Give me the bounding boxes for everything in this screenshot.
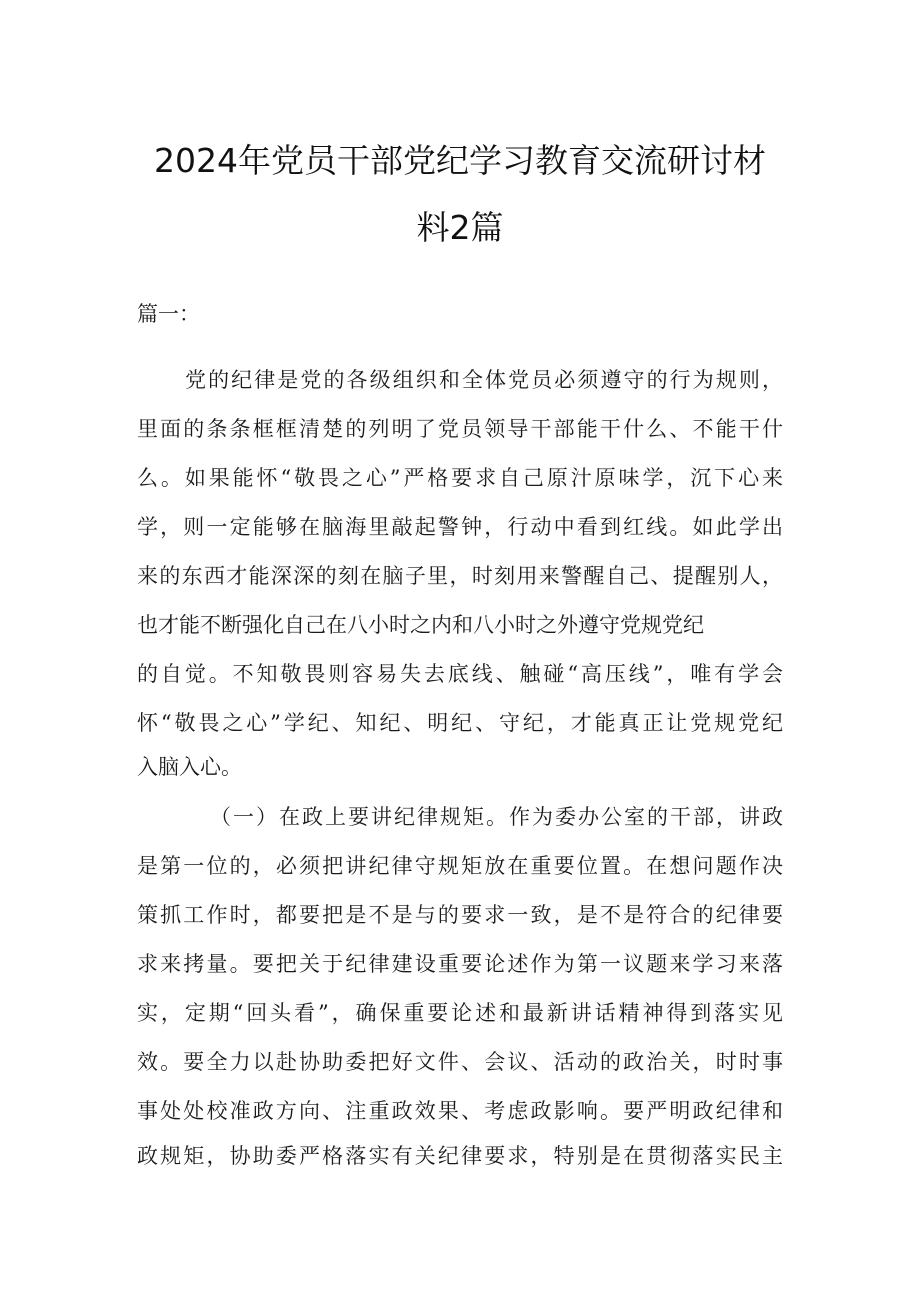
section-label: 篇一： bbox=[137, 302, 200, 326]
paragraph-line: 也才能不断强化自己在八小时之内和八小时之外遵守党规党纪 bbox=[137, 613, 704, 637]
paragraph-line: 来的东西才能深深的刻在脑子里，时刻用来警醒自己、提醒别人， bbox=[137, 564, 783, 588]
paragraph-line: 政规矩，协助委严格落实有关纪律要求，特别是在贯彻落实民主 bbox=[137, 1144, 783, 1168]
paragraph-line: 实，定期“回头看”，确保重要论述和最新讲话精神得到落实见 bbox=[137, 1001, 783, 1025]
paragraph-line: 的自觉。不知敬畏则容易失去底线、触碰“高压线”，唯有学会 bbox=[137, 662, 783, 686]
paragraph-line: 怀“敬畏之心”学纪、知纪、明纪、守纪，才能真正让党规党纪 bbox=[137, 711, 783, 735]
paragraph-line: 党的纪律是党的各级组织和全体党员必须遵守的行为规则， bbox=[185, 368, 783, 392]
paragraph-line: 学，则一定能够在脑海里敲起警钟，行动中看到红线。如此学出 bbox=[137, 515, 783, 539]
paragraph-line: 么。如果能怀“敬畏之心”严格要求自己原汁原味学，沉下心来 bbox=[137, 466, 783, 490]
paragraph-line: 策抓工作时，都要把是不是与的要求一致，是不是符合的纪律要 bbox=[137, 903, 783, 927]
paragraph-line: 是第一位的，必须把讲纪律守规矩放在重要位置。在想问题作决 bbox=[137, 854, 783, 878]
document-title-line-1: 2024年党员干部党纪学习教育交流研讨材 bbox=[154, 141, 766, 180]
paragraph-line: 求来拷量。要把关于纪律建设重要论述作为第一议题来学习来落 bbox=[137, 952, 783, 976]
paragraph-line: 里面的条条框框清楚的列明了党员领导干部能干什么、不能干什 bbox=[137, 417, 783, 441]
paragraph-line: （一）在政上要讲纪律规矩。作为委办公室的干部，讲政 bbox=[210, 805, 783, 829]
paragraph-line: 事处处校准政方向、注重政效果、考虑政影响。要严明政纪律和 bbox=[137, 1099, 783, 1123]
paragraph-line: 效。要全力以赴协助委把好文件、会议、活动的政治关，时时事 bbox=[137, 1050, 783, 1074]
paragraph-line: 入脑入心。 bbox=[137, 755, 242, 779]
document-title-line-2: 料2篇 bbox=[416, 208, 504, 247]
